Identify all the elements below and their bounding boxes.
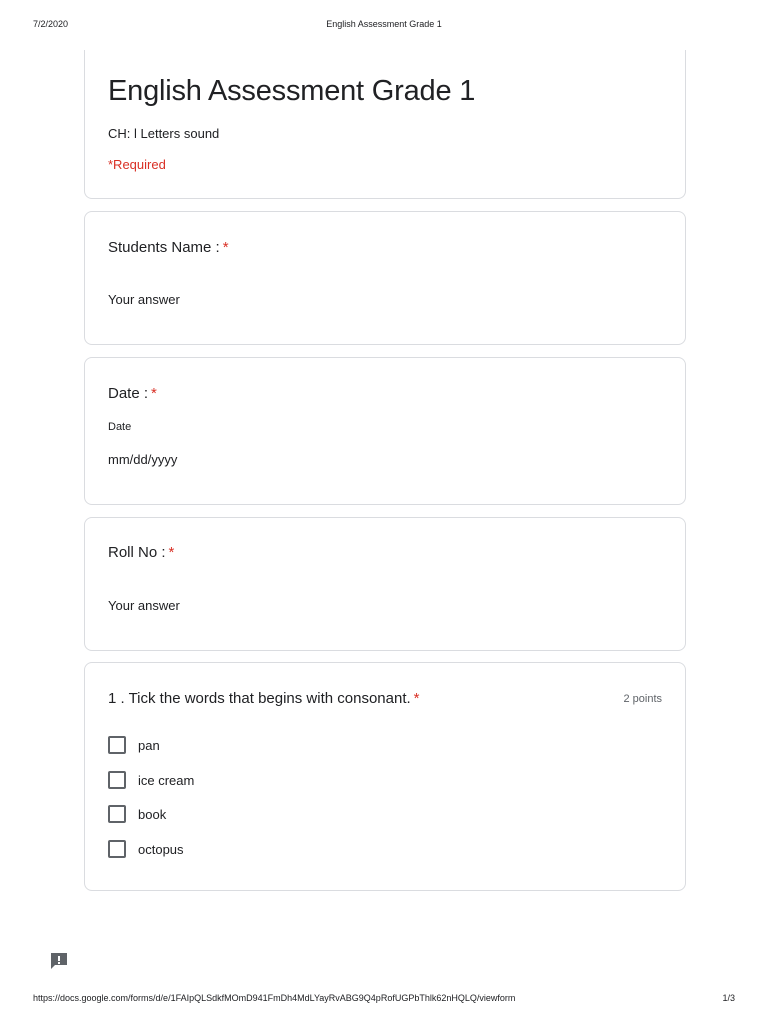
question-title: Students Name : * bbox=[108, 239, 229, 256]
roll-no-input[interactable]: Your answer bbox=[108, 598, 180, 613]
question-title: Roll No : * bbox=[108, 544, 175, 561]
checkbox[interactable] bbox=[108, 805, 126, 823]
date-sublabel: Date bbox=[108, 421, 132, 433]
form-description: CH: l Letters sound bbox=[108, 126, 220, 141]
question-card-students-name bbox=[84, 211, 686, 345]
option-label: octopus bbox=[138, 842, 184, 857]
form-header-card bbox=[84, 50, 686, 199]
page-url: https://docs.google.com/forms/d/e/1FAIpQLSdkfMOmD941FmDh4MdLYayRvABG9Q4pRofUGPbThlk62nHQLQ/viewform bbox=[33, 993, 516, 1003]
required-asterisk: * bbox=[168, 544, 175, 561]
print-footer bbox=[0, 993, 768, 1005]
question-title: Date : * bbox=[108, 385, 157, 402]
question-points: 2 points bbox=[623, 693, 662, 705]
checkbox[interactable] bbox=[108, 840, 126, 858]
feedback-icon[interactable] bbox=[49, 951, 69, 971]
question-card-roll-no bbox=[84, 517, 686, 651]
required-asterisk: * bbox=[413, 690, 420, 707]
print-header bbox=[0, 19, 768, 31]
option-label: ice cream bbox=[138, 773, 195, 788]
question-card-date bbox=[84, 357, 686, 505]
question-card-consonant bbox=[84, 662, 686, 891]
date-input[interactable]: mm/dd/yyyy bbox=[108, 452, 178, 467]
students-name-input[interactable]: Your answer bbox=[108, 292, 180, 307]
required-note: *Required bbox=[108, 157, 166, 172]
page-number: 1/3 bbox=[722, 993, 735, 1003]
checkbox[interactable] bbox=[108, 736, 126, 754]
print-title: English Assessment Grade 1 bbox=[326, 19, 442, 29]
checkbox[interactable] bbox=[108, 771, 126, 789]
option-label: pan bbox=[138, 738, 160, 753]
option-label: book bbox=[138, 807, 167, 822]
required-asterisk: * bbox=[222, 239, 229, 256]
question-title: 1 . Tick the words that begins with consonant. * bbox=[108, 690, 420, 707]
print-date: 7/2/2020 bbox=[33, 19, 69, 29]
form-title: English Assessment Grade 1 bbox=[108, 75, 476, 107]
required-asterisk: * bbox=[151, 385, 157, 402]
